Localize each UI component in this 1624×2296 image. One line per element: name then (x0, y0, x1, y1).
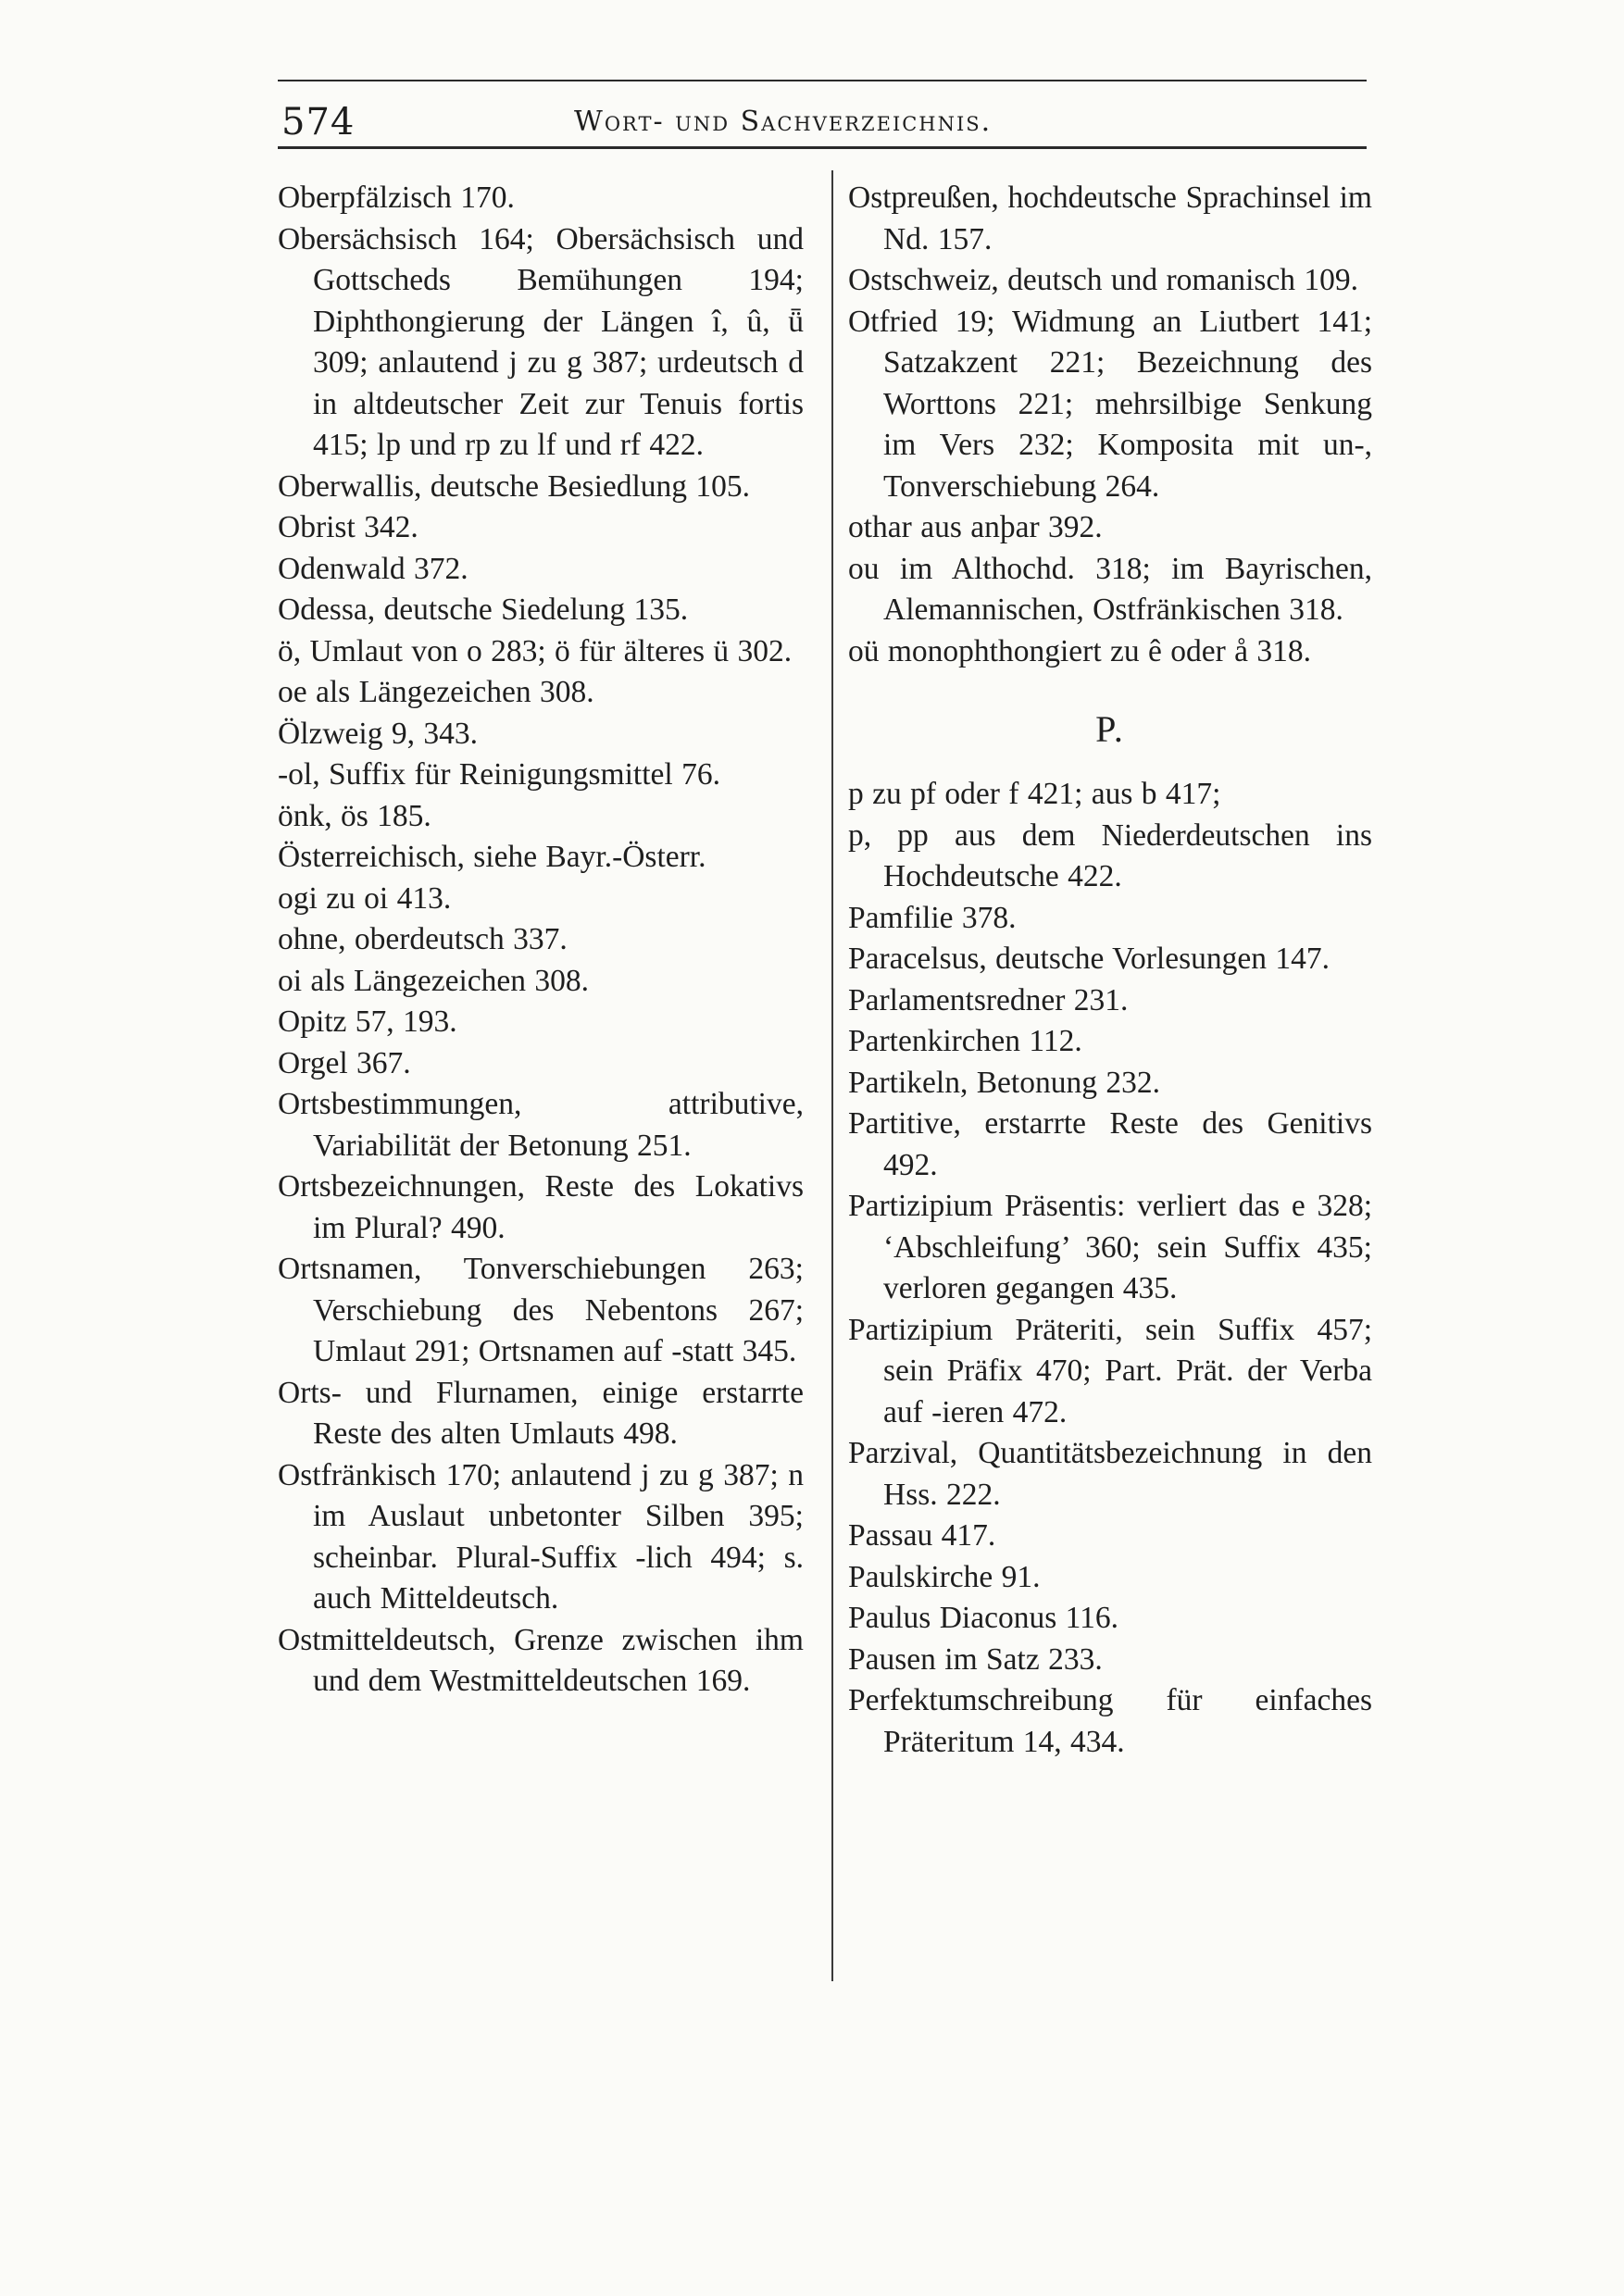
index-entry: oe als Längezeichen 308. (278, 675, 594, 709)
index-entry: Paracelsus, deutsche Vorlesungen 147. (848, 942, 1330, 976)
index-entry: Opitz 57, 193. (278, 1004, 457, 1039)
index-entry: Odenwald 372. (278, 551, 468, 586)
index-entry: Ölzweig 9, 343. (278, 716, 478, 751)
index-entry: ou im Althochd. 318; im Bayrischen, Alemannischen, Ostfränkischen 318. (848, 551, 1372, 627)
index-entry: p, pp aus dem Niederdeutschen ins Hochdeutsche 422. (848, 817, 1372, 893)
index-entry: Odessa, deutsche Siedelung 135. (278, 593, 689, 627)
index-entry: ohne, oberdeutsch 337. (278, 922, 568, 956)
index-entry: oi als Längezeichen 308. (278, 963, 590, 998)
index-entry: Perfektumschreibung für einfaches Präteritum 14, 434. (848, 1683, 1372, 1759)
index-entry: Ortsbezeichnungen, Reste des Lokativs im Plural? 490. (278, 1169, 804, 1245)
index-entry: Otfried 19; Widmung an Liutbert 141; Satzakzent 221; Bezeichnung des Worttons 221; mehrsilbige Senkung im Vers 232; Komposita mit un-, Tonverschiebung 264. (848, 304, 1372, 504)
index-entry: -ol, Suffix für Reinigungsmittel 76. (278, 757, 720, 792)
index-entry: Ostfränkisch 170; anlautend j zu g 387; n im Auslaut unbetonter Silben 395; scheinbar. Plural-Suffix -lich 494; s. auch Mitteldeutsch. (278, 1457, 804, 1616)
index-entry: Österreichisch, siehe Bayr.-Österr. (278, 840, 706, 874)
index-entry: Partenkirchen 112. (848, 1024, 1082, 1058)
index-entry: Partizipium Präsentis: verliert das e 328; ‘Abschleifung’ 360; sein Suffix 435; verloren gegangen 435. (848, 1189, 1372, 1305)
page-number: 574 (281, 101, 356, 144)
index-entry: Partizipium Präteriti, sein Suffix 457; sein Präfix 470; Part. Prät. der Verba auf -ieren 472. (848, 1312, 1372, 1429)
index-entry: Obersächsisch 164; Obersächsisch und Gottscheds Bemühungen 194; Diphthongierung der Längen î, û, ǖ 309; anlautend j zu g 387; urdeutsch d in altdeutscher Zeit zur Tenuis fortis 415; lp und rp zu lf und rf 422. (278, 221, 804, 462)
index-entry: önk, ös 185. (278, 798, 431, 833)
index-entry: oü monophthongiert zu ê oder å 318. (848, 633, 1312, 668)
right-column (848, 178, 1372, 1763)
index-entry: Orts- und Flurnamen, einige erstarrte Reste des alten Umlauts 498. (278, 1375, 804, 1451)
running-title: Wort- und Sachverzeichnis. (574, 106, 993, 138)
index-entry: Pausen im Satz 233. (848, 1641, 1103, 1677)
index-entry: Orgel 367. (278, 1045, 411, 1080)
index-entry: Paulskirche 91. (848, 1559, 1041, 1594)
column-divider (831, 170, 833, 1981)
index-entry: Parzival, Quantitätsbezeichnung in den Hss. 222. (848, 1436, 1372, 1512)
left-column (278, 178, 804, 1703)
header-rule (278, 146, 1367, 149)
index-entry: p zu pf oder f 421; aus b 417; (848, 777, 1221, 811)
index-entry: Oberpfälzisch 170. (278, 181, 515, 215)
index-entry: Ortsnamen, Tonverschiebungen 263; Verschiebung des Nebentons 267; Umlaut 291; Ortsnamen auf -statt 345. (278, 1252, 804, 1368)
index-entry: Partitive, erstarrte Reste des Genitivs 492. (848, 1106, 1372, 1182)
index-entry: Passau 417. (848, 1518, 996, 1553)
index-entry: Ostpreußen, hochdeutsche Sprachinsel im Nd. 157. (848, 181, 1372, 256)
index-entry: Obrist 342. (278, 510, 418, 544)
index-entry: othar aus anþar 392. (848, 510, 1103, 544)
index-entry: ogi zu oi 413. (278, 880, 452, 916)
index-entry: Ostschweiz, deutsch und romanisch 109. (848, 263, 1359, 297)
top-rule (278, 80, 1367, 81)
index-entry: Partikeln, Betonung 232. (848, 1065, 1160, 1100)
index-entry: ö, Umlaut von o 283; ö für älteres ü 302. (278, 633, 793, 668)
section-letter-heading: P. (1095, 708, 1125, 750)
index-entry: Parlamentsredner 231. (848, 982, 1129, 1017)
index-entry: Pamfilie 378. (848, 900, 1017, 935)
index-entry: Ortsbestimmungen, attributive, Variabilität der Betonung 251. (278, 1087, 804, 1163)
index-entry: Ostmitteldeutsch, Grenze zwischen ihm und dem Westmitteldeutschen 169. (278, 1622, 804, 1698)
index-entry: Oberwallis, deutsche Besiedlung 105. (278, 468, 751, 504)
index-entry: Paulus Diaconus 116. (848, 1601, 1119, 1635)
